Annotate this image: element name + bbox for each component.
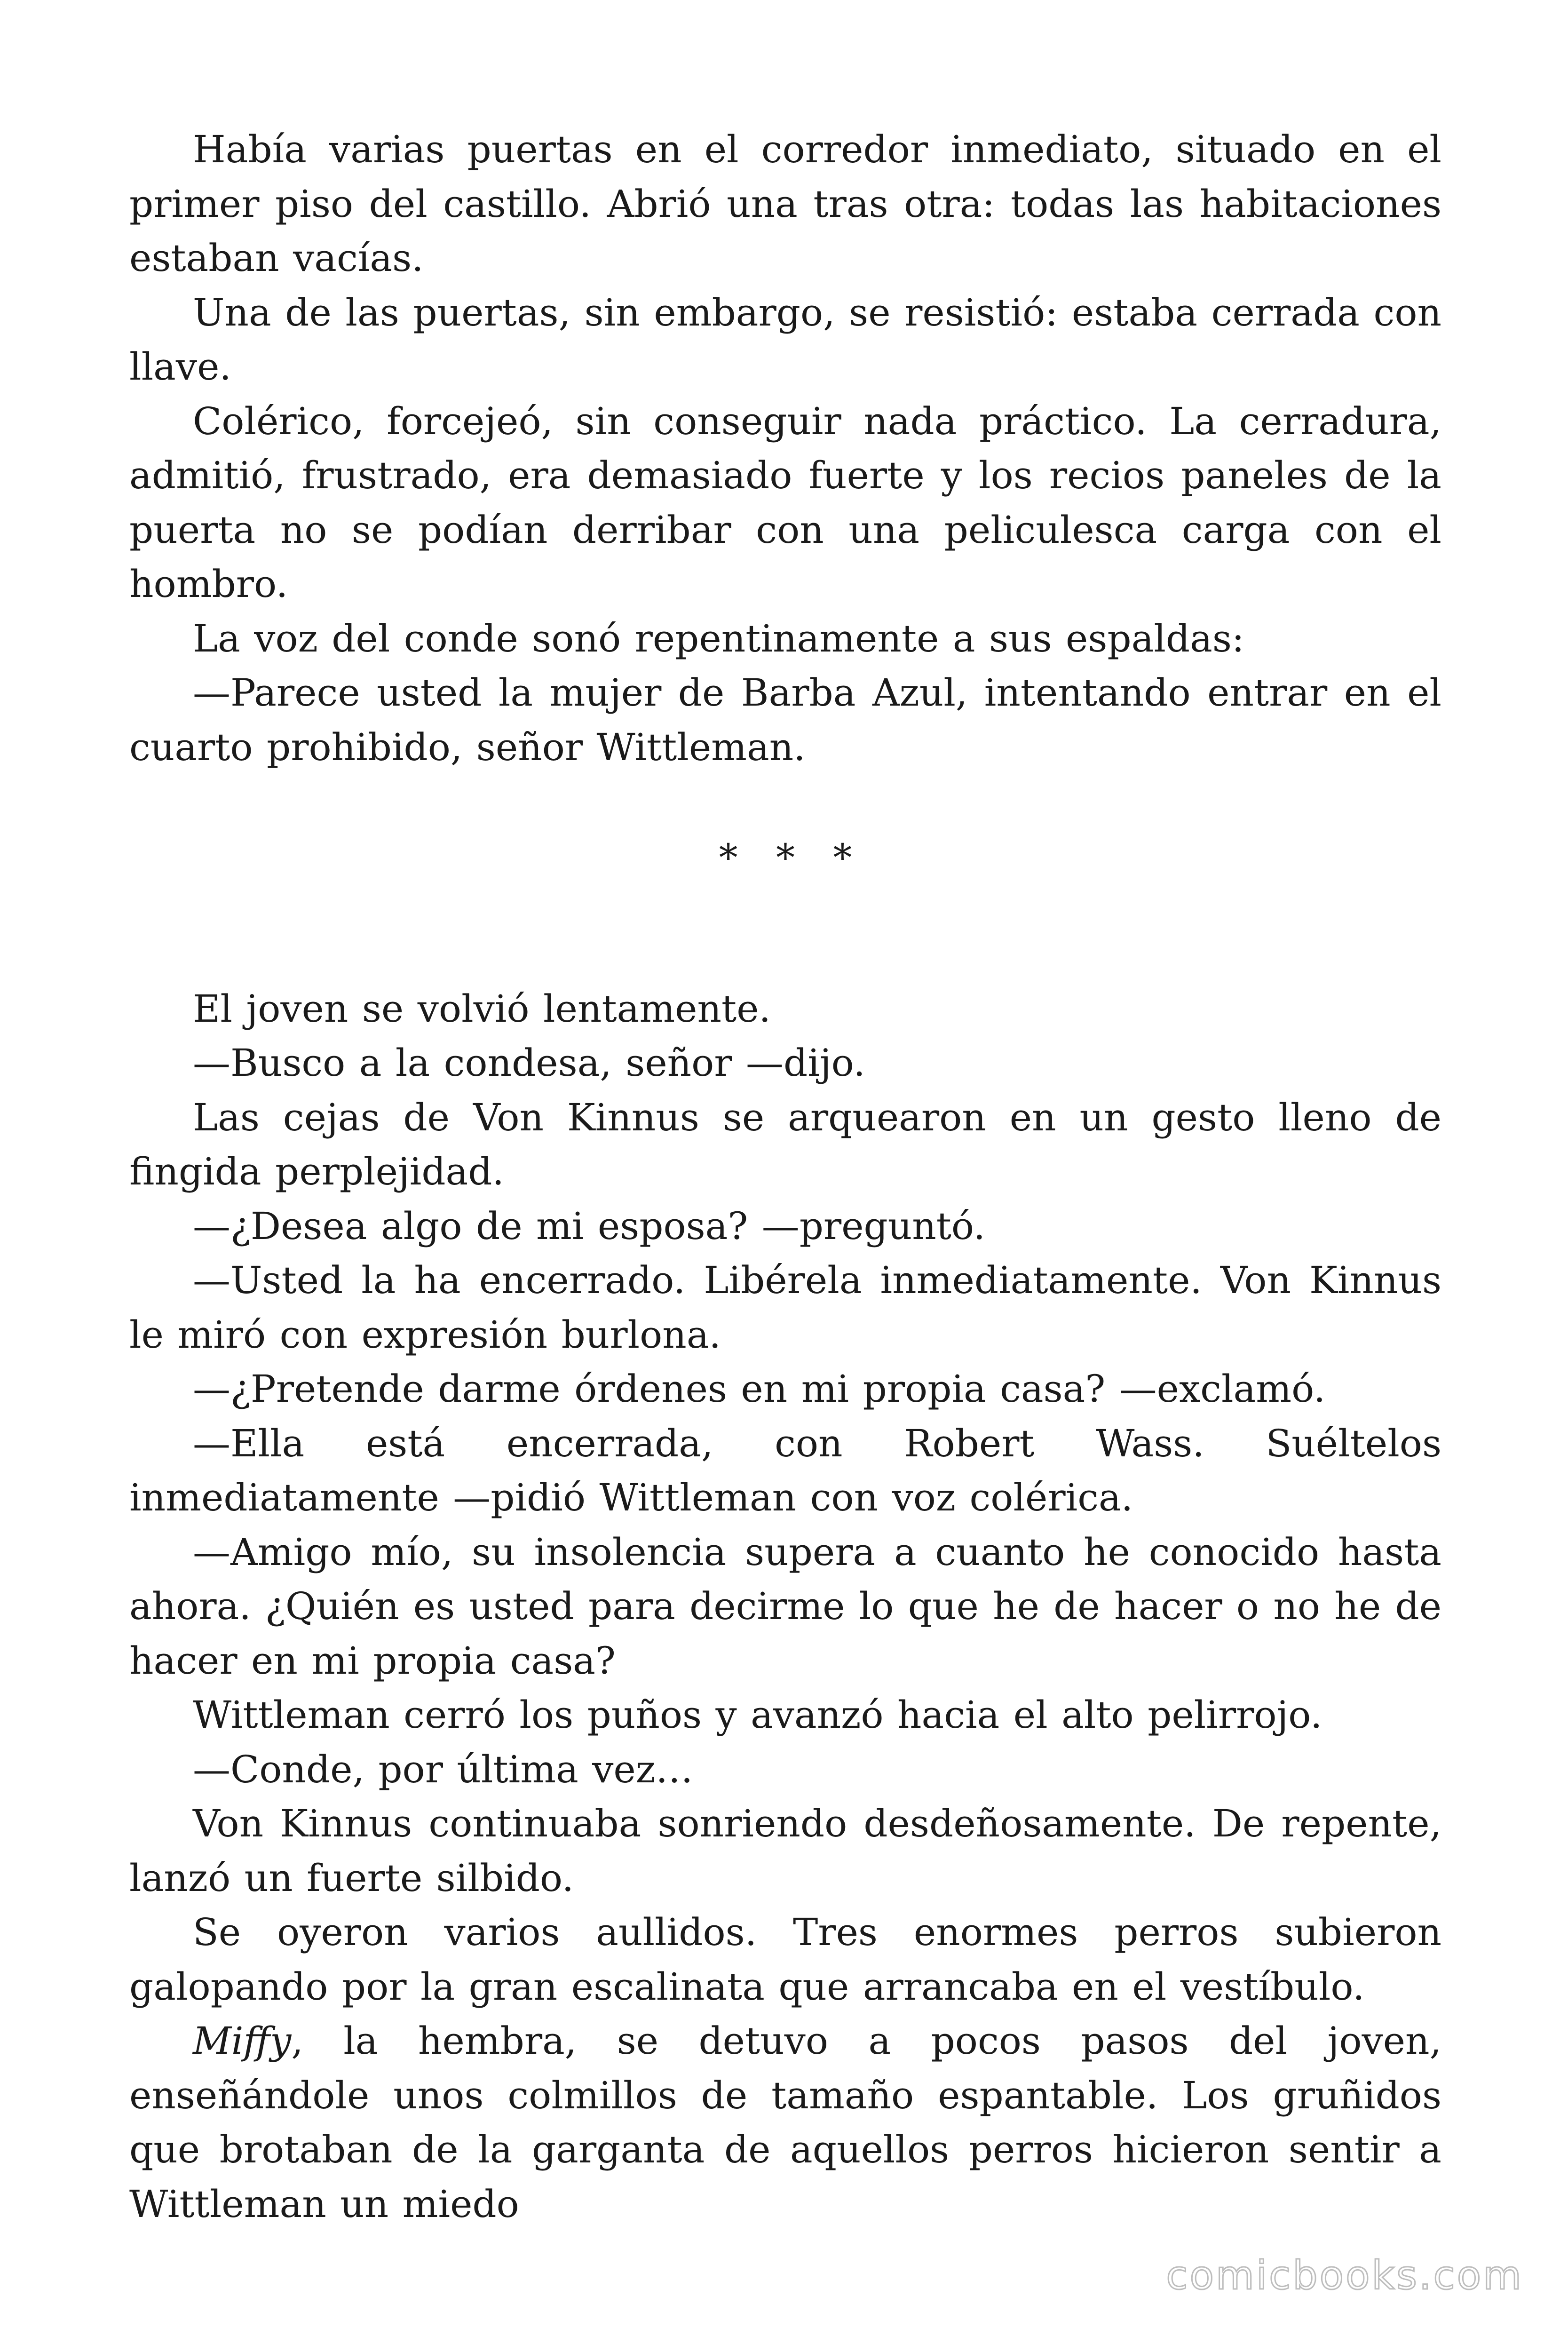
italic-name: Miffy bbox=[193, 2019, 292, 2063]
paragraph: Las cejas de Von Kinnus se arquearon en un gesto lleno de fingida perplejidad. bbox=[129, 1095, 1441, 1193]
spacer bbox=[129, 774, 1441, 831]
paragraph: Había varias puertas en el corredor inmediato, situado en el primer piso del castillo. Abrió una tras otra: todas las habitaciones estaban vacías. bbox=[129, 127, 1441, 280]
paragraph: —¿Pretende darme órdenes en mi propia casa? —exclamó. bbox=[193, 1367, 1326, 1411]
paragraph: —Busco a la condesa, señor —dijo. bbox=[193, 1041, 865, 1085]
paragraph: El joven se volvió lentamente. bbox=[193, 986, 771, 1031]
book-page bbox=[129, 122, 1441, 2231]
paragraph-last bbox=[129, 2014, 1441, 2231]
paragraph: —Usted la ha encerrado. Libérela inmediatamente. Von Kinnus le miró con expresión burlona. bbox=[129, 1258, 1441, 1357]
paragraph: Se oyeron varios aullidos. Tres enormes perros subieron galopando por la gran escalinata que arrancaba en el vestíbulo. bbox=[129, 1910, 1441, 2009]
paragraph: Wittleman cerró los puños y avanzó hacia el alto pelirrojo. bbox=[193, 1693, 1323, 1737]
paragraph: —Conde, por última vez… bbox=[193, 1747, 693, 1791]
paragraph: Colérico, forcejeó, sin conseguir nada práctico. La cerradura, admitió, frustrado, era demasiado fuerte y los recios paneles de la puerta no se podían derribar con una peliculesca carga con el hombro. bbox=[129, 399, 1441, 606]
paragraph: —Ella está encerrada, con Robert Wass. Suéltelos inmediatamente —pidió Wittleman con voz colérica. bbox=[129, 1421, 1441, 1519]
paragraph-text: , la hembra, se detuvo a pocos pasos del joven, enseñándole unos colmillos de tamaño espantable. Los gruñidos que brotaban de la garganta de aquellos perros hicieron sentir a Wittleman un miedo bbox=[129, 2019, 1441, 2226]
paragraph: Von Kinnus continuaba sonriendo desdeñosamente. De repente, lanzó un fuerte silbido. bbox=[129, 1802, 1441, 1900]
paragraph: —¿Desea algo de mi esposa? —preguntó. bbox=[193, 1204, 986, 1248]
section-separator: * * * bbox=[719, 836, 865, 880]
paragraph: —Amigo mío, su insolencia supera a cuanto he conocido hasta ahora. ¿Quién es usted para decirme lo que he de hacer o no he de hacer en mi propia casa? bbox=[129, 1530, 1441, 1683]
paragraph: La voz del conde sonó repentinamente a sus espaldas: bbox=[193, 616, 1244, 660]
paragraph: —Parece usted la mujer de Barba Azul, intentando entrar en el cuarto prohibido, señor Wittleman. bbox=[129, 671, 1441, 769]
spacer bbox=[129, 885, 1441, 982]
paragraph: Una de las puertas, sin embargo, se resistió: estaba cerrada con llave. bbox=[129, 290, 1441, 389]
watermark: comicbooks.com bbox=[1166, 2252, 1523, 2298]
